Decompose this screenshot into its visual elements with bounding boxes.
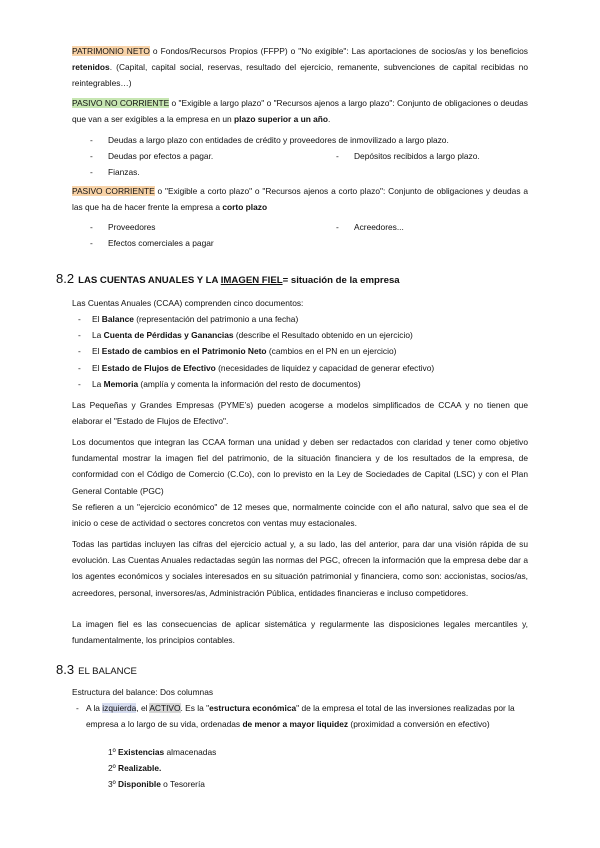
- list-item: - El Estado de Flujos de Efectivo (necesidades de liquidez y capacidad de generar efectivo): [78, 362, 435, 373]
- list-item: - Fianzas.: [90, 167, 140, 178]
- pymes-paragraph: Las Pequeñas y Grandes Empresas (PYME’s) pueden acogerse a modelos simplificados de CCAA y no tienen que elaborar el "Estado de Flujos de Efectivo".: [72, 400, 528, 427]
- list-item: - Efectos comerciales a pagar: [90, 238, 214, 249]
- activo-orden-list: [108, 744, 508, 793]
- documentos-paragraph: Los documentos que integran las CCAA forman una unidad y deben ser redactados con claridad y tener como objetivo fundamental mostrar la imagen fiel del patrimonio, de la situación financiera y de los resultados de la empresa, de conformidad con el Código de Comercio (C.Co), con lo previsto en la Ley de Sociedades de Capital (LSC) y con el Plan General Contable (PGC): [72, 437, 528, 496]
- list-item: - Proveedores - Acreedores...: [90, 222, 404, 232]
- pasivo-no-corriente-term: PASIVO NO CORRIENTE: [72, 98, 170, 108]
- list-item: 2º Realizable.: [108, 763, 162, 774]
- pasivo-corriente-paragraph: PASIVO CORRIENTE o "Exigible a corto plazo" o "Recursos ajenos a corto plazo": Conjunto de obligaciones y deudas a las que ha de hacer frente la empresa a corto plazo: [72, 186, 528, 213]
- pasivo-corriente-list: [90, 219, 530, 251]
- section-8-3-heading: 8.3 EL BALANCE: [56, 662, 137, 677]
- list-item: 3º Disponible o Tesorería: [108, 779, 205, 790]
- patrimonio-neto-paragraph: PATRIMONIO NETO o Fondos/Recursos Propios (FFPP) o "No exigible": Las aportaciones de socios/as y los beneficios retenidos. (Capital, capital social, reservas, resultado del ejercicio, remanente, subvenciones de capital recibidas no reintegrables…): [72, 46, 528, 89]
- ejercicio-paragraph: Se refieren a un "ejercicio económico" de 12 meses que, normalmente coincide con el año natural, salvo que sea el de inicio o cese de actividad o sectores concretos con ventas muy estacionales.: [72, 502, 528, 529]
- document-page: PATRIMONIO NETO o Fondos/Recursos Propios (FFPP) o "No exigible": Las aportaciones de socios/as y los beneficios retenidos. (Capital, capital social, reservas, resultado del ejercicio, remanente, subvenciones de capital recibidas no reintegrables…) PASIVO NO CORRIENTE o "Exigible a largo plazo" o "Recursos ajenos a largo plazo": Conjunto de obligaciones o deudas que van a ser exigibles a la empresa en un plazo superior a un año. - Deudas a largo plazo con entidades de crédito y proveedores de inmovilizado a largo plazo. - Deudas por efectos a pagar. - Depósitos recibidos a largo plazo. - Fianzas. PASIVO CORRIENTE o "Exigible a corto plazo" o "Recursos ajenos a corto plazo": Conjunto de obligaciones y deudas a las que ha de hacer frente la empresa a corto plazo - Proveedores - Acreedores... - Efectos comerciales a pagar 8.2 LAS CUENTAS ANUALES Y LA IMAGEN FIEL= situación de la empresa Las Cuentas Anuales (CCAA) comprenden cinco documentos: - El Balance (representación del patrimonio a una fecha) - La Cuenta de Pérdidas y Ganancias (describe el Resultado obtenido en un ejercicio) - El Estado de cambios en el Patrimonio Neto (cambios en el PN en un ejercicio) - El Estado de Flujos de Efectivo (necesidades de liquidez y capacidad de generar efectivo) - La Memoria (amplía y comenta la información del resto de documentos) Las Pequeñas y Grandes Empresas (PYME’s) pueden acogerse a modelos simplificados de CCAA y no tienen que elaborar el "Estado de Flujos de Efectivo". Los documentos que integran las CCAA forman una unidad y deben ser redactados con claridad y tener como objetivo fundamental mostrar la imagen fiel del patrimonio, de la situación financiera y de los resultados de la empresa, de conformidad con el Código de Comercio (C.Co), con lo previsto en la Ley de Sociedades de Capital (LSC) y con el Plan General Contable (PGC) Se refieren a un "ejercicio económico" de 12 meses que, normalmente coincide con el año natural, salvo que sea el de inicio o cese de actividad o sectores concretos con ventas muy estacionales. Todas las partidas incluyen las cifras del ejercicio actual y, a su lado, las del anterior, para dar una visión rápida de su evolución. Las Cuentas Anuales redactadas según las normas del PGC, ofrecen la información que la empresa debe dar a los agentes económicos y sociales interesados en su situación patrimonial y financiera, como son: accionistas, socios/as, acreedores, personal, inversores/as, Administración Pública, entidades financieras e incluso competidores. La imagen fiel es las consecuencias de aplicar sistemática y regularmente las disposiciones legales mercantiles y, fundamentalmente, los principios contables. 8.3 EL BALANCE Estructura del balance: Dos columnas - A la izquierda, el ACTIVO. Es la "estructura económica" de la empresa el total de las inversiones realizadas por la empresa a lo largo de su vida, ordenadas de menor a mayor liquidez (proximidad a conversión en efectivo) 1º Existencias almacenadas 2º Realizable. 3º Disponible o Tesorería: [0, 0, 600, 848]
- pasivo-no-corriente-paragraph: PASIVO NO CORRIENTE o "Exigible a largo plazo" o "Recursos ajenos a largo plazo": Conjunto de obligaciones o deudas que van a ser exigibles a la empresa en un plazo superior a un año.: [72, 98, 528, 125]
- list-item: 1º Existencias almacenadas: [108, 747, 217, 757]
- pasivo-corriente-term: PASIVO CORRIENTE: [72, 186, 155, 196]
- list-item: - El Balance (representación del patrimonio a una fecha): [78, 314, 299, 324]
- partidas-paragraph: Todas las partidas incluyen las cifras del ejercicio actual y, a su lado, las del anterior, para dar una visión rápida de su evolución. Las Cuentas Anuales redactadas según las normas del PGC, ofrecen la información que la empresa debe dar a los agentes económicos y sociales interesados en su situación patrimonial y financiera, como son: accionistas, socios/as, acreedores, personal, inversores/as, Administración Pública, entidades financieras e incluso competidores.: [72, 539, 528, 598]
- list-item: - Deudas a largo plazo con entidades de crédito y proveedores de inmovilizado a largo plazo.: [90, 135, 449, 145]
- activo-paragraph: A la izquierda, el ACTIVO. Es la "estructura económica" de la empresa el total de las inversiones realizadas por la empresa a lo largo de su vida, ordenadas de menor a mayor liquidez (proximidad a conversión en efectivo): [86, 703, 515, 730]
- list-item: - La Memoria (amplía y comenta la información del resto de documentos): [78, 378, 361, 389]
- list-item: - La Cuenta de Pérdidas y Ganancias (describe el Resultado obtenido en un ejercicio): [78, 330, 413, 341]
- cuentas-anuales-intro: Las Cuentas Anuales (CCAA) comprenden cinco documentos:: [72, 298, 304, 308]
- patrimonio-neto-term: PATRIMONIO NETO: [72, 46, 150, 56]
- imagen-fiel-paragraph: La imagen fiel es las consecuencias de aplicar sistemática y regularmente las disposiciones legales mercantiles y, fundamentalmente, los principios contables.: [72, 619, 528, 646]
- estructura-balance: Estructura del balance: Dos columnas: [72, 687, 214, 697]
- pasivo-no-corriente-list: [90, 132, 530, 181]
- section-8-2-heading: 8.2 LAS CUENTAS ANUALES Y LA IMAGEN FIEL= situación de la empresa: [56, 271, 400, 286]
- list-item: - Deudas por efectos a pagar. - Depósitos recibidos a largo plazo.: [90, 151, 480, 162]
- cuentas-anuales-list: [78, 311, 528, 392]
- list-item: - El Estado de cambios en el Patrimonio Neto (cambios en el PN en un ejercicio): [78, 346, 397, 357]
